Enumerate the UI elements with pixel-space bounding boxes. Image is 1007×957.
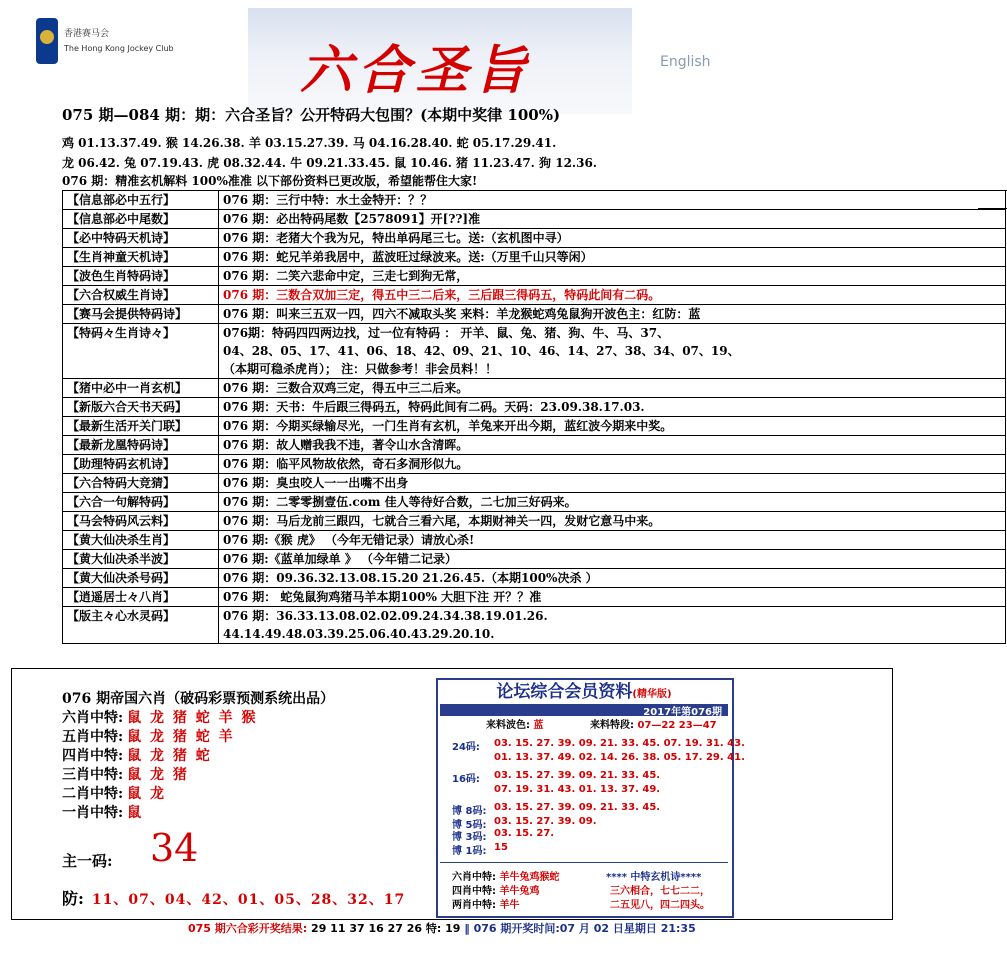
card-code-label: 博 5码:: [452, 820, 487, 831]
info-row: [63, 455, 1006, 474]
card-color-label: 来料波色:: [486, 720, 530, 731]
info-row-content: 076 期：二笑六悲命中定，三走七到狗无常，: [219, 267, 1006, 286]
page-title: 075 期—084 期：期：六合圣旨？公开特码大包围？(本期中奖律 100%): [62, 106, 561, 124]
tier-value: 鼠 龙 猪: [127, 767, 189, 783]
info-row-label: 【版主々心水灵码】: [63, 607, 219, 644]
card-poem-line2: 二五见八，四二四头。: [610, 900, 710, 911]
info-row-label: 【黄大仙决杀半波】: [63, 550, 219, 569]
card-four: [452, 882, 539, 897]
next-draw-time: ‖ 076 期开奖时间:07 月 02 日星期日 21:35: [464, 922, 696, 935]
info-row: [63, 398, 1006, 417]
tier-row: [62, 726, 235, 746]
info-row-label: 【最新生活开关门联】: [63, 417, 219, 436]
info-row: [63, 379, 1006, 398]
info-table-body: [63, 191, 1006, 644]
info-row-content: 076 期：临平风物故依然，奇石多洞形似九。: [219, 455, 1006, 474]
fang-row: [62, 886, 432, 909]
info-row-content: 076 期:《蓝单加绿单 》 （今年错二记录）: [219, 550, 1006, 569]
banner-title: 六合圣旨: [300, 40, 533, 101]
tier-row: [62, 764, 189, 784]
card-poem-title: **** 中特玄机诗****: [606, 872, 702, 883]
prediction-title: 076 期帝国六肖（破码彩票预测系统出品）: [62, 691, 335, 707]
card-code-label: 博 3码:: [452, 832, 487, 843]
tier-value: 鼠 龙: [127, 786, 167, 802]
tier-row: [62, 802, 143, 822]
card-poem-line1: 三六相合，七七二二，: [610, 886, 710, 897]
info-row: [63, 436, 1006, 455]
subheader: 076 期：精准玄机解料 100%准准 以下部份资料已更改版，希望能帮住大家!: [62, 174, 478, 188]
card-range-value: 07—22 23—47: [637, 720, 717, 731]
card-tag: (精华版): [632, 689, 672, 700]
info-row: [63, 550, 1006, 569]
info-row-content: 076 期： 蛇兔鼠狗鸡猪马羊本期100% 大胆下注 开？？准: [219, 588, 1006, 607]
card-code-line: 03. 15. 27. 39. 09. 21. 33. 45. 07. 19. 31. 43.: [494, 738, 745, 749]
card-four-value: 羊牛兔鸡: [499, 886, 540, 897]
tier-row: [62, 745, 212, 765]
info-row: [63, 417, 1006, 436]
logo-emblem-icon: [40, 30, 54, 44]
tier-label: 二肖中特:: [62, 786, 124, 802]
info-row: [63, 286, 1006, 305]
card-range-field: [590, 716, 717, 731]
english-link[interactable]: English: [660, 54, 711, 70]
info-row: [63, 324, 1006, 379]
info-row-label: 【新版六合天书天码】: [63, 398, 219, 417]
info-row: [63, 229, 1006, 248]
card-code-line: 03. 15. 27.: [494, 828, 555, 839]
info-row-content: 076 期：马后龙前三跟四，七就合三看六尾，本期财神关一四，发财它意马中来。: [219, 512, 1006, 531]
tier-row: [62, 783, 166, 803]
card-color-field: [486, 716, 543, 731]
card-two: [452, 896, 519, 911]
info-row: [63, 474, 1006, 493]
info-row-line: 44.14.49.48.03.39.25.06.40.43.29.20.10.: [223, 627, 495, 641]
info-row-content: 076 期：今期买绿输尽光，一门生肖有玄机，羊兔来开出今期，蓝红波今期来中奖。: [219, 417, 1006, 436]
info-row-content: 076 期：蛇兄羊弟我居中，蓝波旺过绿波来。送:（万里千山只等闲）: [219, 248, 1006, 267]
card-code-line: 03. 15. 27. 39. 09.: [494, 816, 597, 827]
info-row-content: 076 期：必出特码尾数【2578091】开[??]准: [219, 210, 1006, 229]
info-row: [63, 305, 1006, 324]
info-row-label: 【黄大仙决杀生肖】: [63, 531, 219, 550]
info-row-label: 【猪中必中一肖玄机】: [63, 379, 219, 398]
card-divider: [440, 862, 728, 863]
card-six-value: 羊牛兔鸡猴蛇: [499, 872, 560, 883]
fang-label: 防:: [62, 889, 84, 908]
info-row-content: 076 期：故人赠我我不违，著令山水含清晖。: [219, 436, 1006, 455]
card-code-label: 博 8码:: [452, 806, 487, 817]
card-range-label: 来料特段:: [590, 720, 634, 731]
card-issue-text: 2017年第076期: [643, 707, 722, 718]
info-row-label: 【生肖神童天机诗】: [63, 248, 219, 267]
info-row-content: 076 期：三数合双鸡三定，得五中三二后来。: [219, 379, 1006, 398]
info-row-content: 076 期：二零零捌壹伍.com 佳人等待好合数，二七加三好码来。: [219, 493, 1006, 512]
info-row-label: 【六合特码大竞猜】: [63, 474, 219, 493]
card-issue-bar: [440, 704, 728, 716]
info-row-content: [219, 607, 1006, 644]
info-table: [62, 190, 1006, 644]
info-row-line: 04、28、05、17、41、06、18、42、09、21、10、46、14、27、38、34、07、19、: [223, 344, 740, 358]
tier-value: 鼠: [127, 805, 144, 821]
info-row-label: 【黄大仙决杀号码】: [63, 569, 219, 588]
zodiac-line-1: 鸡 01.13.37.49. 猴 14.26.38. 羊 03.15.27.39. 马 04.16.28.40. 蛇 05.17.29.41.: [62, 136, 557, 150]
info-row-content: [219, 324, 1006, 379]
info-row: [63, 267, 1006, 286]
info-row-content: 076 期：三数合双加三定，得五中三二后来，三后跟三得码五，特码此间有二码。: [219, 286, 1006, 305]
info-row-label: 【信息部必中五行】: [63, 191, 219, 210]
info-row-label: 【逍遥居士々八肖】: [63, 588, 219, 607]
info-row-label: 【马会特码风云料】: [63, 512, 219, 531]
info-row-content: 076 期：臭虫咬人一一出嘴不出身: [219, 474, 1006, 493]
card-two-value: 羊牛: [499, 900, 520, 911]
card-code-label: 24码:: [452, 742, 480, 753]
fang-value: 11、07、04、42、01、05、28、32、17: [91, 892, 406, 908]
logo-en-text: The Hong Kong Jockey Club: [64, 44, 174, 53]
info-row: [63, 512, 1006, 531]
info-row-line: （本期可稳杀虎肖）； 注：只做参考！非会员料！！: [223, 362, 498, 376]
info-row-label: 【赛马会提供特码诗】: [63, 305, 219, 324]
tier-label: 六肖中特:: [62, 710, 124, 726]
tier-value: 鼠 龙 猪 蛇 羊: [127, 729, 235, 745]
info-row-label: 【助理特码玄机诗】: [63, 455, 219, 474]
info-row: [63, 588, 1006, 607]
result-label: 075 期六合彩开奖结果:: [188, 922, 308, 935]
card-title: [438, 680, 730, 704]
info-row: [63, 569, 1006, 588]
info-row-label: 【特码々生肖诗々】: [63, 324, 219, 379]
card-code-line: 07. 19. 31. 43. 01. 13. 37. 49.: [494, 784, 661, 795]
tier-label: 五肖中特:: [62, 729, 124, 745]
info-row: [63, 493, 1006, 512]
info-row-label: 【六合权威生肖诗】: [63, 286, 219, 305]
main-number-label: 主一码:: [62, 852, 113, 870]
info-row-label: 【必中特码天机诗】: [63, 229, 219, 248]
card-subline: [440, 716, 728, 730]
info-row-line: 076 期：36.33.13.08.02.02.09.24.34.38.19.01.26.: [223, 609, 548, 623]
info-row-content: 076 期：老猪大个我为兄，特出单码尾三七。送:（玄机图中寻）: [219, 229, 1006, 248]
tier-value: 鼠 龙 猪 蛇 羊 猴: [127, 710, 258, 726]
card-two-label: 两肖中特:: [452, 900, 496, 911]
tier-label: 三肖中特:: [62, 767, 124, 783]
info-row-content: 076 期：叫来三五双一四，四六不减取头奖 来料：羊龙猴蛇鸡兔鼠狗开波色主：红防：蓝: [219, 305, 1006, 324]
card-four-label: 四肖中特:: [452, 886, 496, 897]
info-row: [63, 191, 1006, 210]
info-row-label: 【信息部必中尾数】: [63, 210, 219, 229]
info-row-label: 【最新龙凰特码诗】: [63, 436, 219, 455]
tier-label: 四肖中特:: [62, 748, 124, 764]
card-color-value: 蓝: [533, 720, 544, 731]
card-code-label: 博 1码:: [452, 846, 487, 857]
main-number: 34: [150, 826, 199, 870]
tier-value: 鼠 龙 猪 蛇: [127, 748, 212, 764]
card-title-text: 论坛综合会员资料: [496, 682, 633, 702]
info-row-label: 【波色生肖特码诗】: [63, 267, 219, 286]
info-row: [63, 531, 1006, 550]
card-code-line: 01. 13. 37. 49. 02. 14. 26. 38. 05. 17. 29. 41.: [494, 752, 745, 763]
card-six-label: 六肖中特:: [452, 872, 496, 883]
zodiac-line-2: 龙 06.42. 兔 07.19.43. 虎 08.32.44. 牛 09.21.33.45. 鼠 10.46. 猪 11.23.47. 狗 12.36.: [62, 156, 597, 170]
result-line: [188, 920, 696, 936]
info-row: [63, 210, 1006, 229]
tier-row: [62, 707, 258, 727]
card-code-line: 03. 15. 27. 39. 09. 21. 33. 45.: [494, 802, 661, 813]
info-row-content: 076 期:《猴 虎》 （今年无错记录）请放心杀!: [219, 531, 1006, 550]
info-row-label: 【六合一句解特码】: [63, 493, 219, 512]
info-row: [63, 248, 1006, 267]
card-code-line: 03. 15. 27. 39. 09. 21. 33. 45.: [494, 770, 661, 781]
card-six: [452, 868, 559, 883]
info-row: [63, 607, 1006, 644]
info-row-content: 076 期：09.36.32.13.08.15.20 21.26.45.（本期100%决杀 ）: [219, 569, 1006, 588]
logo-cn-text: 香港赛马会: [64, 29, 110, 39]
info-row-content: 076 期：天书：牛后跟三得码五，特码此间有二码。天码：23.09.38.17.03.: [219, 398, 1006, 417]
info-row-content: 076 期：三行中特：水土金特开：？？: [219, 191, 1006, 210]
result-numbers: 29 11 37 16 27 26 特: 19: [311, 922, 461, 935]
card-code-label: 16码:: [452, 774, 480, 785]
card-code-line: 15: [494, 842, 508, 853]
info-row-line: 076期：特码四四两边找，过一位有特码 ： 开羊、鼠、兔、猪、狗、牛、马、37、: [223, 326, 670, 340]
tier-label: 一肖中特:: [62, 805, 124, 821]
